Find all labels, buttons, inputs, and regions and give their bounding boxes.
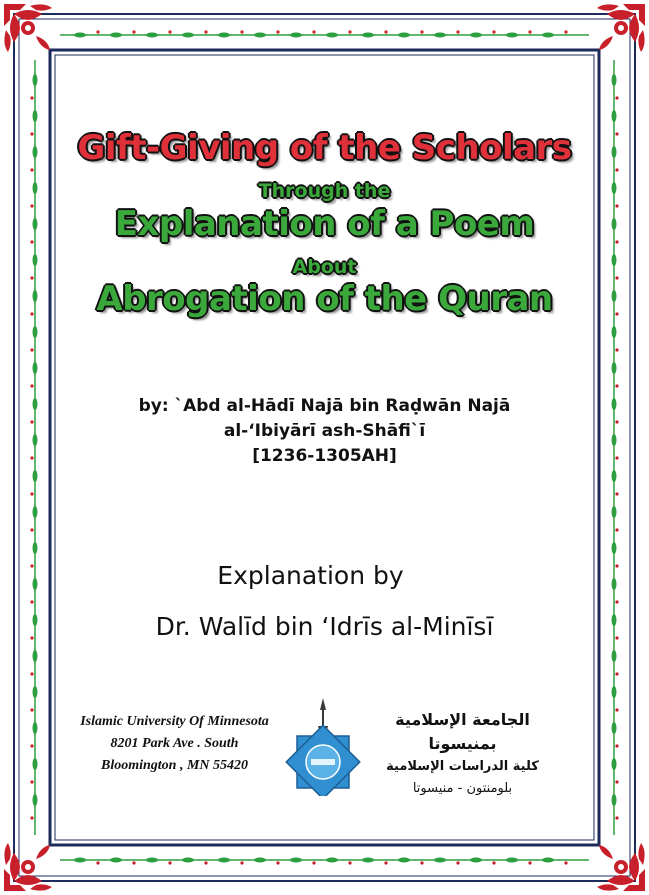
vine-berry bbox=[564, 30, 567, 33]
vine-leaf bbox=[612, 542, 617, 554]
vine-leaf bbox=[612, 722, 617, 734]
vine-berry bbox=[30, 600, 33, 603]
vine-berry bbox=[348, 861, 351, 864]
vine-leaf bbox=[182, 33, 194, 38]
vine-leaf bbox=[434, 33, 446, 38]
vine-berry bbox=[615, 96, 618, 99]
vine-leaf bbox=[398, 33, 410, 38]
vine-berry bbox=[492, 30, 495, 33]
vine-leaf bbox=[398, 858, 410, 863]
vine-berry bbox=[204, 30, 207, 33]
vine-leaf bbox=[74, 33, 86, 38]
vine-leaf bbox=[506, 33, 518, 38]
vine-leaf bbox=[33, 74, 38, 86]
vine-leaf bbox=[612, 506, 617, 518]
vine-leaf bbox=[612, 470, 617, 482]
vine-leaf bbox=[362, 33, 374, 38]
author-line-2: al-‘Ibiyārī ash-Shāfi`ī bbox=[223, 421, 426, 441]
vine-berry bbox=[615, 708, 618, 711]
vine-berry bbox=[615, 816, 618, 819]
vine-leaf bbox=[470, 33, 482, 38]
vine-berry bbox=[30, 492, 33, 495]
explainer-name: Dr. Walīd bin ‘Idrīs al-Minīsī bbox=[155, 612, 494, 641]
vine-leaf bbox=[612, 362, 617, 374]
vine-berry bbox=[384, 861, 387, 864]
vine-leaf bbox=[362, 858, 374, 863]
vine-leaf bbox=[542, 33, 554, 38]
vine-leaf bbox=[33, 686, 38, 698]
corner-ornament-icon bbox=[593, 839, 649, 895]
vine-berry bbox=[240, 30, 243, 33]
vine-berry bbox=[615, 528, 618, 531]
vine-leaf bbox=[612, 758, 617, 770]
vine-berry bbox=[168, 861, 171, 864]
vine-berry bbox=[240, 861, 243, 864]
vine-leaf bbox=[74, 858, 86, 863]
vine-leaf bbox=[612, 110, 617, 122]
vine-berry bbox=[30, 708, 33, 711]
vine-berry bbox=[30, 348, 33, 351]
vine-leaf bbox=[254, 858, 266, 863]
corner-ornament-icon bbox=[0, 839, 56, 895]
vine-berry bbox=[348, 30, 351, 33]
vine-berry bbox=[30, 168, 33, 171]
vine-berry bbox=[312, 861, 315, 864]
publisher-name: Islamic University Of Minnesota bbox=[80, 714, 269, 729]
vine-leaf bbox=[33, 542, 38, 554]
publisher-street: 8201 Park Ave . South bbox=[110, 736, 239, 751]
vine-leaf bbox=[33, 362, 38, 374]
vine-leaf bbox=[290, 33, 302, 38]
vine-leaf bbox=[542, 858, 554, 863]
vine-berry bbox=[30, 816, 33, 819]
author-block bbox=[0, 394, 649, 469]
vine-berry bbox=[96, 30, 99, 33]
vine-berry bbox=[384, 30, 387, 33]
vine-leaf bbox=[434, 858, 446, 863]
vine-berry bbox=[615, 672, 618, 675]
vine-leaf bbox=[33, 506, 38, 518]
vine-leaf bbox=[146, 858, 158, 863]
title-line-5: Abrogation of the Quran bbox=[96, 279, 553, 319]
vine-leaf bbox=[470, 858, 482, 863]
vine-berry bbox=[132, 861, 135, 864]
vine-berry bbox=[528, 861, 531, 864]
vine-berry bbox=[168, 30, 171, 33]
vine-berry bbox=[615, 384, 618, 387]
vine-berry bbox=[30, 96, 33, 99]
vine-leaf bbox=[33, 110, 38, 122]
vine-berry bbox=[456, 861, 459, 864]
publisher-college-arabic: كلية الدراسات الإسلامية bbox=[386, 759, 539, 774]
title-line-2: Through the bbox=[258, 180, 391, 202]
vine-berry bbox=[615, 168, 618, 171]
vine-berry bbox=[564, 861, 567, 864]
vine-leaf bbox=[33, 794, 38, 806]
vine-berry bbox=[30, 384, 33, 387]
vine-berry bbox=[492, 861, 495, 864]
explanation-label: Explanation by bbox=[217, 561, 404, 590]
vine-berry bbox=[30, 672, 33, 675]
vine-leaf bbox=[612, 686, 617, 698]
title-line-1: Gift-Giving of the Scholars bbox=[77, 128, 572, 168]
vine-berry bbox=[456, 30, 459, 33]
publisher-city: Bloomington , MN 55420 bbox=[100, 758, 249, 773]
vine-leaf bbox=[506, 858, 518, 863]
vine-berry bbox=[615, 600, 618, 603]
vine-leaf bbox=[146, 33, 158, 38]
vine-leaf bbox=[218, 33, 230, 38]
title-line-4: About bbox=[292, 256, 357, 278]
vine-berry bbox=[276, 30, 279, 33]
vine-berry bbox=[30, 744, 33, 747]
publisher-city-arabic: بلومنتون - منيسوتا bbox=[412, 781, 513, 796]
publisher-address-english bbox=[62, 711, 287, 777]
university-logo-icon bbox=[285, 696, 361, 796]
vine-leaf bbox=[612, 794, 617, 806]
publisher-address-arabic bbox=[360, 708, 565, 800]
vine-leaf bbox=[326, 33, 338, 38]
vine-berry bbox=[204, 861, 207, 864]
vine-leaf bbox=[33, 758, 38, 770]
vine-berry bbox=[312, 30, 315, 33]
author-dates: [1236-1305AH] bbox=[252, 446, 397, 466]
vine-leaf bbox=[254, 33, 266, 38]
vine-berry bbox=[96, 861, 99, 864]
vine-berry bbox=[276, 861, 279, 864]
vine-leaf bbox=[290, 858, 302, 863]
vine-leaf bbox=[612, 650, 617, 662]
vine-berry bbox=[528, 30, 531, 33]
vine-leaf bbox=[612, 326, 617, 338]
vine-leaf bbox=[33, 470, 38, 482]
vine-leaf bbox=[326, 858, 338, 863]
vine-berry bbox=[615, 348, 618, 351]
vine-berry bbox=[615, 492, 618, 495]
vine-leaf bbox=[33, 326, 38, 338]
vine-leaf bbox=[612, 74, 617, 86]
vine-leaf bbox=[110, 858, 122, 863]
corner-ornament-icon bbox=[593, 0, 649, 56]
vine-berry bbox=[615, 744, 618, 747]
vine-leaf bbox=[182, 858, 194, 863]
vine-berry bbox=[420, 861, 423, 864]
vine-leaf bbox=[218, 858, 230, 863]
vine-leaf bbox=[33, 722, 38, 734]
vine-berry bbox=[615, 780, 618, 783]
vine-leaf bbox=[33, 650, 38, 662]
vine-berry bbox=[132, 30, 135, 33]
vine-leaf bbox=[110, 33, 122, 38]
author-line-1: by: `Abd al-Hādī Najā bin Raḍwān Najā bbox=[138, 396, 511, 416]
vine-berry bbox=[30, 528, 33, 531]
title-line-3: Explanation of a Poem bbox=[114, 204, 535, 244]
vine-berry bbox=[420, 30, 423, 33]
publisher-name-arabic: الجامعة الإسلامية بمنيسوتا bbox=[395, 710, 530, 753]
corner-ornament-icon bbox=[0, 0, 56, 56]
vine-berry bbox=[30, 780, 33, 783]
